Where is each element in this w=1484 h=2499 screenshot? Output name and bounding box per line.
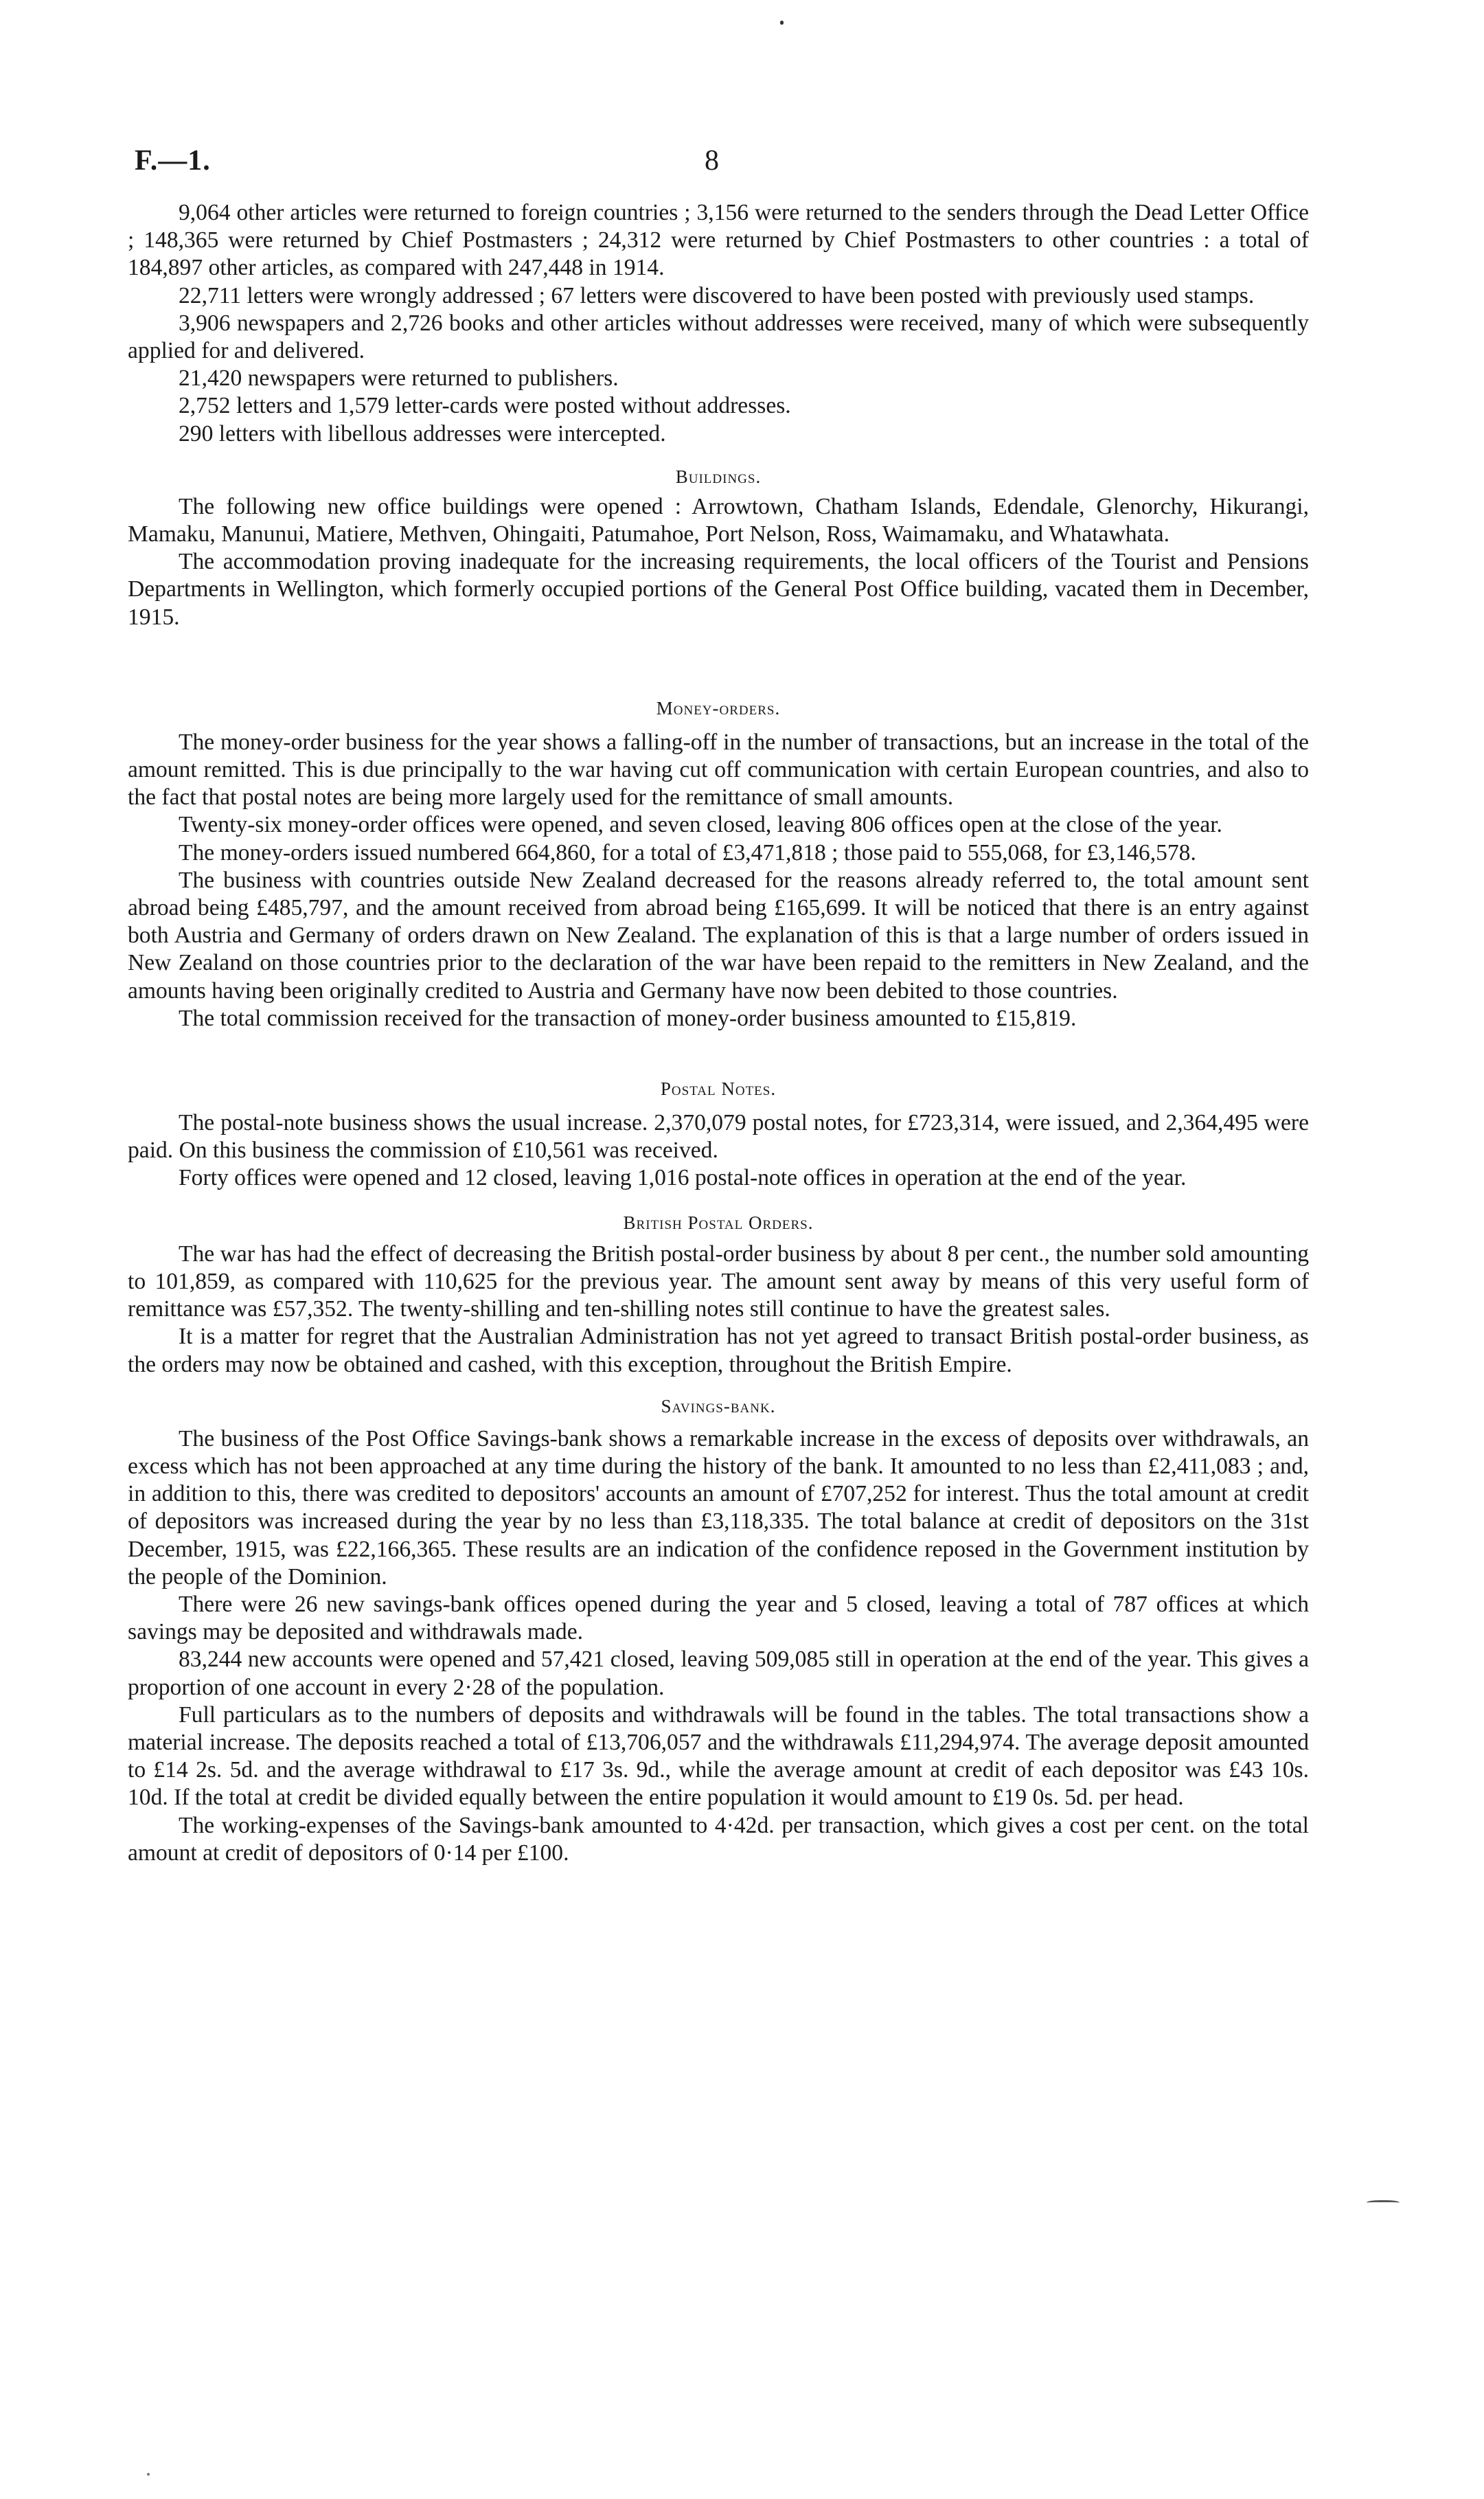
paragraph: The business with countries outside New Zealand decreased for the reasons already referred to, the total amount sent abroad being £485,797, and the amount received from abroad being £165,699. It will be noticed that there is an entry against both Austria and Germany of orders drawn on New Zealand. The explanation of this is that a large number of orders issued in New Zealand on those countries prior to the declaration of the war have been repaid to the remitters in New Zealand, and the amounts having been originally credited to Austria and Germany have now been debited to those countries. [128,867,1309,1004]
paragraph: 22,711 letters were wrongly addressed ; 67 letters were discovered to have been posted with previously used stamps. [179,282,1255,308]
section-heading: Money-orders. [656,697,781,719]
paragraph: 3,906 newspapers and 2,726 books and other articles without addresses were received, many of which were subsequently applied for and delivered. [128,310,1309,364]
paragraph: 21,420 newspapers were returned to publishers. [179,365,619,392]
paragraph: There were 26 new savings-bank offices opened during the year and 5 closed, leaving a total of 787 offices at which savings may be deposited and withdrawals made. [128,1591,1309,1645]
british-postal-orders-section [128,1209,1309,1379]
page-number: 8 [705,145,719,177]
paragraph: The money-orders issued numbered 664,860, for a total of £3,471,818 ; those paid to 555,068, for £3,146,578. [179,839,1196,866]
paragraph: 9,064 other articles were returned to foreign countries ; 3,156 were returned to the senders through the Dead Letter Office ; 148,365 were returned by Chief Postmasters ; 24,312 were returned by Chief Postmasters to other countries : a total of 184,897 other articles, as compared with 247,448 in 1914. [128,200,1309,281]
paragraph: The accommodation proving inadequate for the increasing requirements, the local officers of the Tourist and Pensions Departments in Wellington, which formerly occupied portions of the General Post Office building, vacated them in December, 1915. [128,549,1309,630]
paragraph: It is a matter for regret that the Australian Administration has not yet agreed to transact British postal-order business, as the orders may now be obtained and cashed, with this exception, throughout the British Empire. [128,1324,1309,1377]
savings-bank-section [128,1392,1309,1867]
section-heading: British Postal Orders. [623,1212,814,1233]
buildings-section [128,463,1309,631]
paragraph: Forty offices were opened and 12 closed, leaving 1,016 postal-note offices in operation at the end of the year. [179,1165,1187,1191]
paragraph: 290 letters with libellous addresses were intercepted. [179,420,666,446]
paragraph: The postal-note business shows the usual increase. 2,370,079 postal notes, for £723,314, were issued, and 2,364,495 were paid. On this business the commission of £10,561 was received. [128,1110,1309,1164]
paragraph: Full particulars as to the numbers of deposits and withdrawals will be found in the tables. The total transactions show a material increase. The deposits reached a total of £13,706,057 and the withdrawals £11,294,974. The average deposit amounted to £14 2s. 5d. and the average withdrawal to £17 3s. 9d., while the average amount at credit of each depositor was £43 10s. 10d. If the total at credit be divided equally between the entire population it would amount to £19 0s. 5d. per head. [128,1701,1309,1811]
print-speck [147,2473,150,2476]
document-page [128,144,1309,1867]
page-header [128,144,1309,199]
paragraph: The business of the Post Office Savings-bank shows a remarkable increase in the excess of deposits over withdrawals, an excess which has not been approached at any time during the history of the bank. It amounted to no less than £2,411,083 ; and, in addition to this, there was credited to depositors' accounts an amount of £707,252 for interest. Thus the total amount at credit of depositors was increased during the year by no less than £3,118,335. The total balance at credit of depositors on the 31st December, 1915, was £22,166,365. These results are an indication of the confidence reposed in the Government institution by the people of the Dominion. [128,1425,1309,1590]
print-speck [780,21,784,25]
margin-mark [1367,2200,1400,2206]
paragraph: The total commission received for the transaction of money-order business amounted to £15,819. [179,1005,1077,1031]
section-heading: Postal Notes. [660,1078,777,1100]
paragraph: The working-expenses of the Savings-bank amounted to 4·42d. per transaction, which gives a cost per cent. on the total amount at credit of depositors of 0·14 per £100. [128,1812,1309,1866]
postal-notes-section [128,1075,1309,1192]
document-reference: F.—1. [135,145,211,177]
section-heading: Buildings. [675,466,762,487]
money-orders-section [128,694,1309,1032]
intro-section [128,199,1309,448]
paragraph: 83,244 new accounts were opened and 57,421 closed, leaving 509,085 still in operation at the end of the year. This gives a proportion of one account in every 2·28 of the population. [128,1647,1309,1700]
paragraph: 2,752 letters and 1,579 letter-cards were posted without addresses. [179,393,791,419]
paragraph: The money-order business for the year shows a falling-off in the number of transactions, but an increase in the total of the amount remitted. This is due principally to the war having cut off communication with certain European countries, and also to the fact that postal notes are being more largely used for the remittance of small amounts. [128,729,1309,811]
section-heading: Savings-bank. [661,1395,776,1416]
paragraph: The following new office buildings were opened : Arrowtown, Chatham Islands, Edendale, Glenorchy, Hikurangi, Mamaku, Manunui, Matiere, Methven, Ohingaiti, Patumahoe, Port Nelson, Ross, Waimamaku, and Whatawhata. [128,493,1309,547]
paragraph: Twenty-six money-order offices were opened, and seven closed, leaving 806 offices open at the close of the year. [179,812,1222,838]
paragraph: The war has had the effect of decreasing the British postal-order business by about 8 per cent., the number sold amounting to 101,859, as compared with 110,625 for the previous year. The amount sent away by means of this very useful form of remittance was £57,352. The twenty-shilling and ten-shilling notes still continue to have the greatest sales. [128,1241,1309,1322]
